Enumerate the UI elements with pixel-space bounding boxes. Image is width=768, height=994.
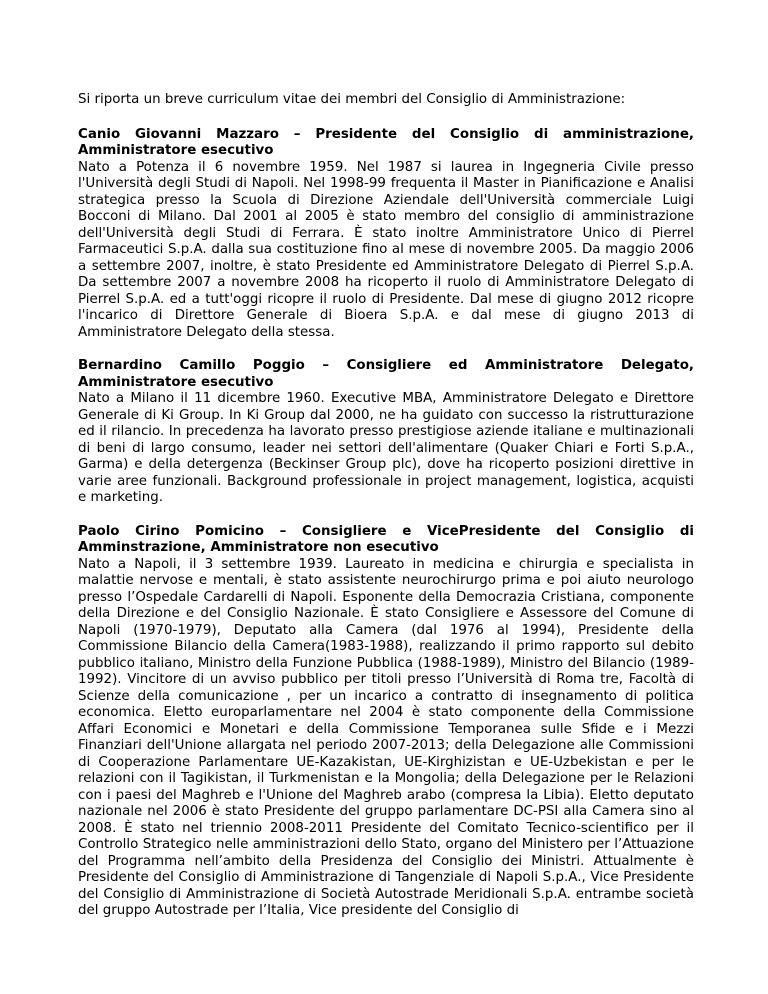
intro-paragraph: Si riporta un breve curriculum vitae dei membri del Consiglio di Amministrazione: [78,92,626,107]
member-title: Bernardino Camillo Poggio – Consigliere ed Amministratore Delegato, Amministratore esecutivo [78,358,694,390]
document-page [78,92,694,937]
member-bio: Nato a Napoli, il 3 settembre 1939. Laureato in medicina e chirurgia e specialista in malattie nervose e mentali, è stato assistente neurochirurgo prima e poi aiuto neurologo presso l’Ospedale Cardarelli di Napoli. Esponente della Democrazia Cristiana, componente della Direzione e del Consiglio Nazionale. È stato Consigliere e Assessore del Comune di Napoli (1970-1979), Deputato alla Camera (dal 1976 al 1994), Presidente della Commissione Bilancio della Camera(1983-1988), realizzando il primo rapporto sul debito pubblico italiano, Ministro della Funzione Pubblica (1988-1989), Ministro del Bilancio (1989-1992). Vincitore di un avviso pubblico per titoli presso l’Università di Roma tre, Facoltà di Scienze della comunicazione , per un incarico a contratto di insegnamento di politica economica. Eletto europarlamentare nel 2004 è stato componente della Commissione Affari Economici e Monetari e della Commissione Temporanea sulle Sfide e i Mezzi Finanziari dell'Unione allargata nel periodo 2007-2013; della Delegazione alle Commissioni di Cooperazione Parlamentare UE-Kazakistan, UE-Kirghizistan e UE-Uzbekistan e per le relazioni con il Tagikistan, il Turkmenistan e la Mongolia; della Delegazione per le Relazioni con i paesi del Maghreb e l'Unione del Maghreb arabo (compresa la Libia). Eletto deputato nazionale nel 2006 è stato Presidente del gruppo parlamentare DC-PSI alla Camera sino al 2008. È stato nel triennio 2008-2011 Presidente del Comitato Tecnico-scientifico per il Controllo Strategico nelle amministrazioni dello Stato, organo del Ministero per l’Attuazione del Programma nell’ambito della Presidenza del Consiglio dei Ministri. Attualmente è Presidente del Consiglio di Amministrazione di Tangenziale di Napoli S.p.A., Vice Presidente del Consiglio di Amministrazione di Società Autostrade Meridionali S.p.A. entrambe società del gruppo Autostrade per l’Italia, Vice presidente del Consiglio di [78,556,694,918]
member-entry-pomicino [78,524,694,920]
member-title: Canio Giovanni Mazzaro – Presidente del Consiglio di amministrazione, Amministratore esecutivo [78,126,694,158]
member-bio: Nato a Potenza il 6 novembre 1959. Nel 1987 si laurea in Ingegneria Civile presso l'Università degli Studi di Napoli. Nel 1998-99 frequenta il Master in Pianificazione e Analisi strategica presso la Scuola di Direzione Aziendale dell'Università commerciale Luigi Bocconi di Milano. Dal 2001 al 2005 è stato membro del consiglio di amministrazione dell'Università degli Studi di Ferrara. È stato inoltre Amministratore Unico di Pierrel Farmaceutici S.p.A. dalla sua costituzione fino al mese di novembre 2005. Da maggio 2006 a settembre 2007, inoltre, è stato Presidente ed Amministratore Delegato di Pierrel S.p.A. Da settembre 2007 a novembre 2008 ha ricoperto il ruolo di Amministratore Delegato di Pierrel S.p.A. ed a tutt'oggi ricopre il ruolo di Presidente. Dal mese di giugno 2012 ricopre l'incarico di Direttore Generale di Bioera S.p.A. e dal mese di giugno 2013 di Amministratore Delegato della stessa. [78,159,694,340]
member-bio: Nato a Milano il 11 dicembre 1960. Executive MBA, Amministratore Delegato e Direttore Generale di Ki Group. In Ki Group dal 2000, ne ha guidato con successo la ristrutturazione ed il rilancio. In precedenza ha lavorato presso prestigiose aziende italiane e multinazionali di beni di largo consumo, leader nei settori dell'alimentare (Quaker Chiari e Forti S.p.A., Garma) e della detergenza (Beckinser Group plc), dove ha ricoperto posizioni direttive in varie aree funzionali. Background professionale in project management, logistica, acquisti e marketing. [78,391,694,505]
member-entry-poggio [78,358,694,507]
member-title: Paolo Cirino Pomicino – Consigliere e VicePresidente del Consiglio di Amminstrazione, Amministratore non esecutivo [78,523,694,555]
member-entry-mazzaro [78,127,694,342]
